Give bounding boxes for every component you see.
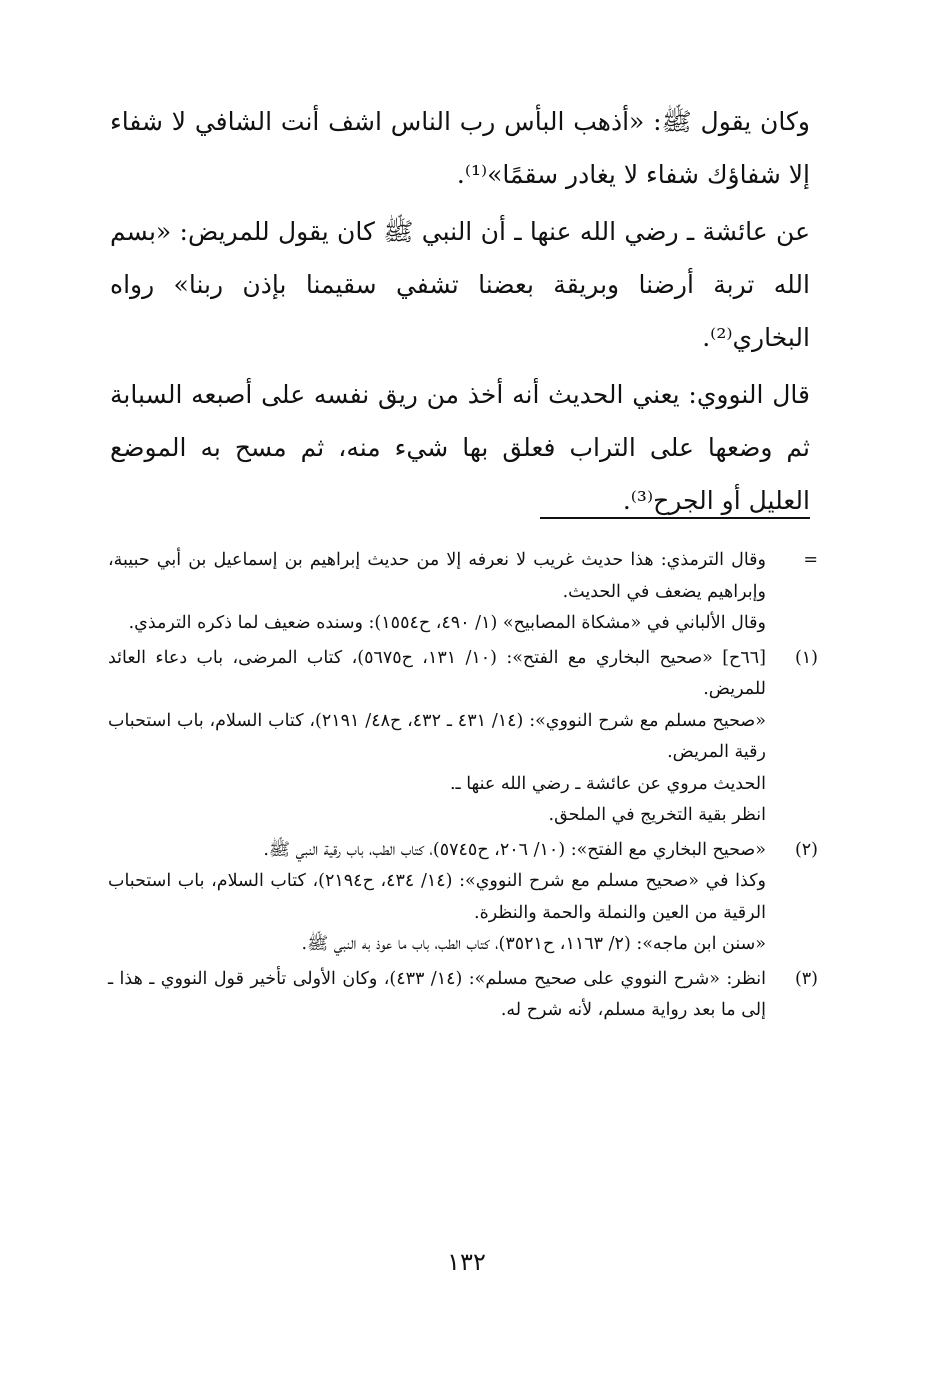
- footnotes: [108, 545, 818, 1030]
- footnote-paragraph: انظر: «شرح النووي على صحيح مسلم»: (١٤/ ٤٣٣)، وكان الأولى تأخير قول النووي ـ هذا ـ إلى ما بعد رواية مسلم، لأنه شرح له.: [108, 968, 766, 1020]
- footnote-paragraph: [٦٦ح] «صحيح البخاري مع الفتح»: (١٠/ ١٣١، ح٥٦٧٥)، كتاب المرضى، باب دعاء العائد للمريض.: [108, 647, 766, 699]
- main-paragraph-2: عن عائشة ـ رضي الله عنها ـ أن النبي ﷺ كان يقول للمريض: «بسم الله تربة أرضنا وبريقة بعضنا تشفي سقيمنا بإذن ربنا» رواه البخاري⁽²⁾.: [110, 217, 810, 352]
- page-number: ١٣٢: [447, 1248, 486, 1276]
- footnote-paragraph: انظر بقية التخريج في الملحق.: [548, 805, 766, 825]
- footnote-separator: [540, 517, 810, 519]
- footnote-paragraph: الحديث مروي عن عائشة ـ رضي الله عنها ـ.: [449, 773, 766, 794]
- footnote-marker: (٢): [794, 839, 818, 860]
- footnote-continued: [108, 545, 818, 640]
- main-paragraph-3: قال النووي: يعني الحديث أنه أخذ من ريق نفسه على أصبعه السبابة ثم وضعها على التراب فعلق بها شيء منه، ثم مسح به الموضع العليل أو الجرح⁽³⁾.: [110, 380, 810, 515]
- footnote-paragraph: «صحيح البخاري مع الفتح»: (١٠/ ٢٠٦، ح٥٧٤٥)، كتاب الطب، باب رقية النبي ﷺ.: [263, 839, 766, 860]
- footnote-paragraph: «سنن ابن ماجه»: (٢/ ١١٦٣، ح٣٥٢١)، كتاب الطب، باب ما عوذ به النبي ﷺ.: [301, 934, 766, 954]
- footnote-paragraph: «صحيح مسلم مع شرح النووي»: (١٤/ ٤٣١ ـ ٤٣٢، ح٤٨/ ٢١٩١)، كتاب السلام، باب استحباب رقية المريض.: [108, 710, 766, 762]
- footnote-marker: (٣): [794, 968, 818, 989]
- footnote-marker: =: [803, 550, 818, 570]
- footnote-paragraph: وقال الترمذي: هذا حديث غريب لا نعرفه إلا من حديث إبراهيم بن إسماعيل بن أبي حبيبة، وإبراهيم يضعف في الحديث.: [108, 550, 766, 602]
- footnote-3: [108, 964, 818, 1027]
- footnote-1: [108, 643, 818, 832]
- main-text: [110, 95, 810, 531]
- footnote-marker: (١): [794, 647, 818, 668]
- main-paragraph-1: وكان يقول ﷺ: «أذهب البأس رب الناس اشف أنت الشافي لا شفاء إلا شفاؤك شفاء لا يغادر سقمًا»⁽¹⁾.: [110, 107, 810, 189]
- footnote-paragraph: وقال الألباني في «مشكاة المصابيح» (١/ ٤٩٠، ح١٥٥٤): وسنده ضعيف لما ذكره الترمذي.: [128, 613, 766, 633]
- footnote-2: [108, 835, 818, 961]
- footnote-paragraph: وكذا في «صحيح مسلم مع شرح النووي»: (١٤/ ٤٣٤، ح٢١٩٤)، كتاب السلام، باب استحباب الرقية من العين والنملة والحمة والنظرة.: [108, 871, 766, 923]
